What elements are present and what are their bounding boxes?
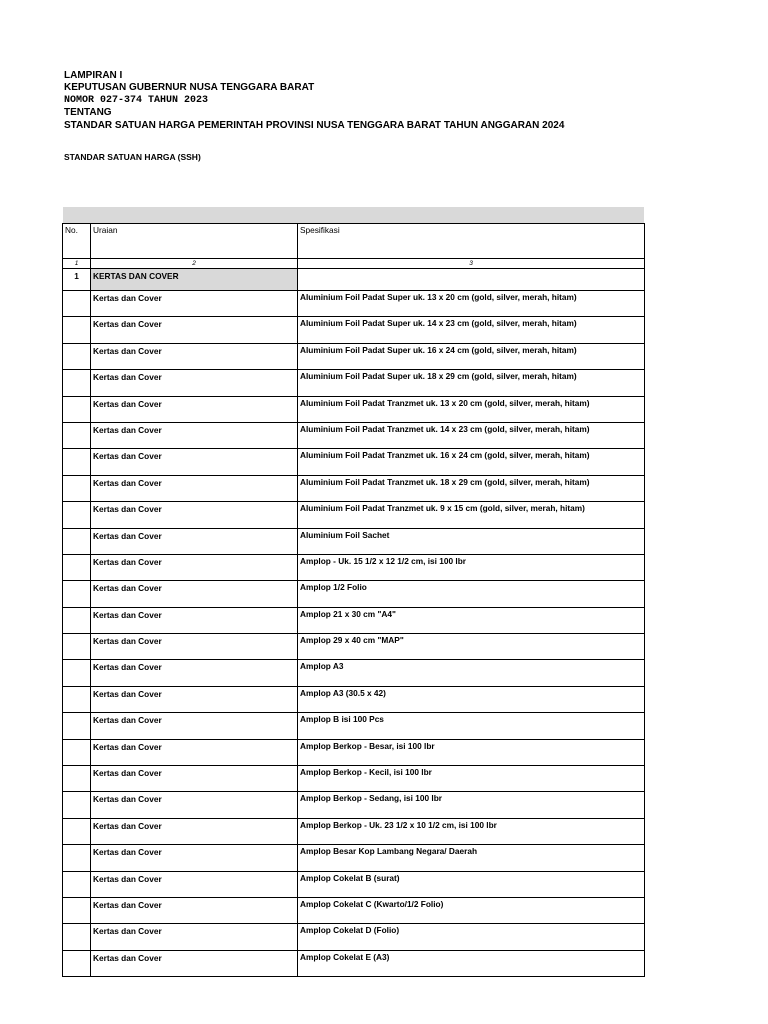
row-spesifikasi-cell: Amplop Berkop - Kecil, isi 100 lbr	[298, 766, 645, 792]
row-uraian-cell: Kertas dan Cover	[91, 634, 298, 660]
row-uraian-cell: Kertas dan Cover	[91, 502, 298, 528]
row-uraian-cell: Kertas dan Cover	[91, 317, 298, 343]
table-title-bar	[63, 207, 644, 223]
row-number-cell	[63, 739, 91, 765]
row-uraian-cell: Kertas dan Cover	[91, 660, 298, 686]
row-spesifikasi-cell: Amplop Cokelat D (Folio)	[298, 924, 645, 950]
row-number-cell	[63, 845, 91, 871]
table-row	[63, 291, 645, 317]
row-uraian-cell: Kertas dan Cover	[91, 818, 298, 844]
column-number-3: 3	[298, 259, 645, 269]
table-row	[63, 634, 645, 660]
row-number-cell	[63, 422, 91, 448]
row-spesifikasi-cell: Aluminium Foil Padat Tranzmet uk. 9 x 15 cm (gold, silver, merah, hitam)	[298, 502, 645, 528]
row-uraian-cell: Kertas dan Cover	[91, 897, 298, 923]
table-row	[63, 502, 645, 528]
row-uraian-cell: Kertas dan Cover	[91, 739, 298, 765]
column-number-1: 1	[63, 259, 91, 269]
row-number-cell	[63, 607, 91, 633]
row-uraian-cell: Kertas dan Cover	[91, 291, 298, 317]
row-spesifikasi-cell: Amplop 29 x 40 cm "MAP"	[298, 634, 645, 660]
row-number-cell	[63, 713, 91, 739]
section-row	[63, 269, 645, 291]
table-row	[63, 686, 645, 712]
row-number-cell	[63, 317, 91, 343]
row-uraian-cell: Kertas dan Cover	[91, 766, 298, 792]
row-spesifikasi-cell: Amplop Berkop - Uk. 23 1/2 x 10 1/2 cm, isi 100 lbr	[298, 818, 645, 844]
row-number-cell	[63, 528, 91, 554]
section-spec-empty	[298, 269, 645, 291]
row-number-cell	[63, 475, 91, 501]
table-row	[63, 554, 645, 580]
row-spesifikasi-cell: Aluminium Foil Sachet	[298, 528, 645, 554]
row-number-cell	[63, 766, 91, 792]
table-row	[63, 897, 645, 923]
row-number-cell	[63, 871, 91, 897]
table-row	[63, 792, 645, 818]
row-uraian-cell: Kertas dan Cover	[91, 607, 298, 633]
row-number-cell	[63, 396, 91, 422]
row-spesifikasi-cell: Aluminium Foil Padat Super uk. 13 x 20 cm (gold, silver, merah, hitam)	[298, 291, 645, 317]
table-row	[63, 766, 645, 792]
header-about-label: TENTANG	[64, 107, 112, 119]
row-spesifikasi-cell: Amplop A3 (30.5 x 42)	[298, 686, 645, 712]
row-number-cell	[63, 343, 91, 369]
row-uraian-cell: Kertas dan Cover	[91, 370, 298, 396]
document-header	[64, 70, 564, 132]
row-spesifikasi-cell: Amplop Cokelat C (Kwarto/1/2 Folio)	[298, 897, 645, 923]
column-number-row	[63, 259, 645, 269]
row-number-cell	[63, 792, 91, 818]
row-spesifikasi-cell: Amplop 21 x 30 cm "A4"	[298, 607, 645, 633]
row-number-cell	[63, 818, 91, 844]
row-spesifikasi-cell: Amplop B isi 100 Pcs	[298, 713, 645, 739]
row-uraian-cell: Kertas dan Cover	[91, 950, 298, 976]
row-spesifikasi-cell: Amplop Berkop - Sedang, isi 100 lbr	[298, 792, 645, 818]
table-row	[63, 370, 645, 396]
row-spesifikasi-cell: Amplop Besar Kop Lambang Negara/ Daerah	[298, 845, 645, 871]
table-row	[63, 607, 645, 633]
table-row	[63, 422, 645, 448]
row-number-cell	[63, 634, 91, 660]
column-number-2: 2	[91, 259, 298, 269]
row-spesifikasi-cell: Amplop A3	[298, 660, 645, 686]
column-header-spesifikasi: Spesifikasi	[298, 224, 645, 259]
row-uraian-cell: Kertas dan Cover	[91, 845, 298, 871]
table-row	[63, 845, 645, 871]
row-uraian-cell: Kertas dan Cover	[91, 528, 298, 554]
table-header-row	[63, 224, 645, 259]
row-number-cell	[63, 370, 91, 396]
table-row	[63, 924, 645, 950]
row-spesifikasi-cell: Aluminium Foil Padat Super uk. 16 x 24 cm (gold, silver, merah, hitam)	[298, 343, 645, 369]
row-uraian-cell: Kertas dan Cover	[91, 871, 298, 897]
column-header-no: No.	[63, 224, 91, 259]
row-spesifikasi-cell: Aluminium Foil Padat Tranzmet uk. 18 x 29 cm (gold, silver, merah, hitam)	[298, 475, 645, 501]
table-row	[63, 713, 645, 739]
row-number-cell	[63, 686, 91, 712]
row-uraian-cell: Kertas dan Cover	[91, 792, 298, 818]
price-standard-table	[62, 223, 645, 977]
row-number-cell	[63, 291, 91, 317]
section-number: 1	[63, 269, 91, 291]
table-row	[63, 449, 645, 475]
row-spesifikasi-cell: Aluminium Foil Padat Super uk. 14 x 23 cm (gold, silver, merah, hitam)	[298, 317, 645, 343]
row-number-cell	[63, 897, 91, 923]
row-number-cell	[63, 554, 91, 580]
row-spesifikasi-cell: Amplop Cokelat E (A3)	[298, 950, 645, 976]
row-uraian-cell: Kertas dan Cover	[91, 396, 298, 422]
header-attachment-label: LAMPIRAN I	[64, 70, 123, 81]
row-number-cell	[63, 660, 91, 686]
row-number-cell	[63, 449, 91, 475]
row-number-cell	[63, 950, 91, 976]
table-row	[63, 660, 645, 686]
header-subject: STANDAR SATUAN HARGA PEMERINTAH PROVINSI NUSA TENGGARA BARAT TAHUN ANGGARAN 2024	[64, 119, 565, 131]
column-header-uraian: Uraian	[91, 224, 298, 259]
row-spesifikasi-cell: Amplop Cokelat B (surat)	[298, 871, 645, 897]
table-row	[63, 396, 645, 422]
row-spesifikasi-cell: Amplop Berkop - Besar, isi 100 lbr	[298, 739, 645, 765]
table-row	[63, 871, 645, 897]
row-number-cell	[63, 924, 91, 950]
row-number-cell	[63, 502, 91, 528]
row-number-cell	[63, 581, 91, 607]
document-subtitle: STANDAR SATUAN HARGA (SSH)	[64, 152, 201, 162]
table-row	[63, 739, 645, 765]
section-label: KERTAS DAN COVER	[91, 269, 298, 291]
row-uraian-cell: Kertas dan Cover	[91, 713, 298, 739]
row-uraian-cell: Kertas dan Cover	[91, 475, 298, 501]
table-row	[63, 528, 645, 554]
header-decree-number: NOMOR 027-374 TAHUN 2023	[64, 94, 209, 106]
row-uraian-cell: Kertas dan Cover	[91, 449, 298, 475]
row-uraian-cell: Kertas dan Cover	[91, 924, 298, 950]
table-row	[63, 818, 645, 844]
row-spesifikasi-cell: Aluminium Foil Padat Tranzmet uk. 14 x 23 cm (gold, silver, merah, hitam)	[298, 422, 645, 448]
row-uraian-cell: Kertas dan Cover	[91, 343, 298, 369]
row-spesifikasi-cell: Aluminium Foil Padat Tranzmet uk. 13 x 20 cm (gold, silver, merah, hitam)	[298, 396, 645, 422]
row-spesifikasi-cell: Amplop - Uk. 15 1/2 x 12 1/2 cm, isi 100 lbr	[298, 554, 645, 580]
row-uraian-cell: Kertas dan Cover	[91, 686, 298, 712]
row-spesifikasi-cell: Aluminium Foil Padat Super uk. 18 x 29 cm (gold, silver, merah, hitam)	[298, 370, 645, 396]
row-spesifikasi-cell: Aluminium Foil Padat Tranzmet uk. 16 x 24 cm (gold, silver, merah, hitam)	[298, 449, 645, 475]
row-uraian-cell: Kertas dan Cover	[91, 422, 298, 448]
table-row	[63, 581, 645, 607]
row-uraian-cell: Kertas dan Cover	[91, 554, 298, 580]
row-uraian-cell: Kertas dan Cover	[91, 581, 298, 607]
header-decree-title: KEPUTUSAN GUBERNUR NUSA TENGGARA BARAT	[64, 82, 315, 94]
table-row	[63, 317, 645, 343]
table-row	[63, 343, 645, 369]
table-row	[63, 950, 645, 976]
row-spesifikasi-cell: Amplop 1/2 Folio	[298, 581, 645, 607]
table-row	[63, 475, 645, 501]
